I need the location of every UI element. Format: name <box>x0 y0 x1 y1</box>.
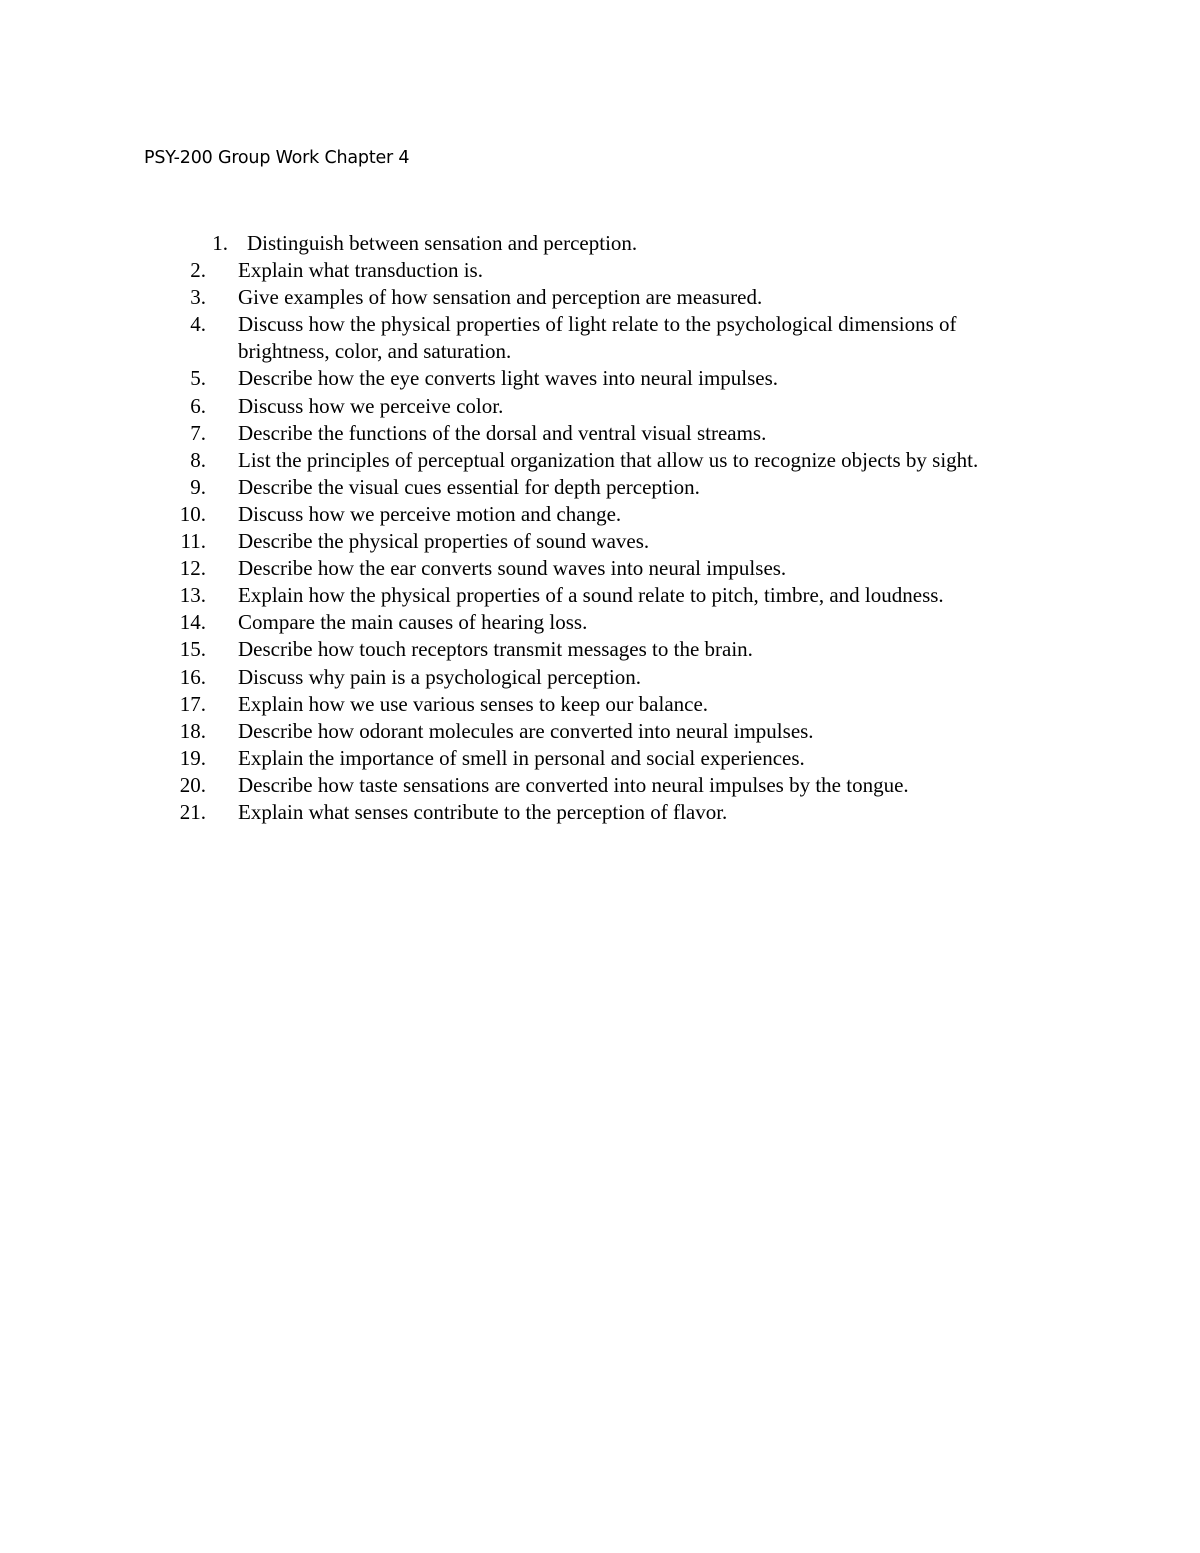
question-text: Explain what senses contribute to the perception of flavor. <box>238 799 728 824</box>
question-number: 19. <box>179 745 206 770</box>
question-text: Explain how the physical properties of a sound relate to pitch, timbre, and loudness. <box>238 583 944 608</box>
list-item <box>0 664 1200 691</box>
list-item <box>0 691 1200 718</box>
question-number: 16. <box>179 664 206 689</box>
list-item <box>0 311 1200 365</box>
question-number: 12. <box>179 556 206 581</box>
question-number: 14. <box>179 610 206 635</box>
list-item <box>0 799 1200 826</box>
list-item <box>0 718 1200 745</box>
question-number: 8. <box>190 447 206 472</box>
question-text: Describe the visual cues essential for depth perception. <box>238 474 700 499</box>
question-text: Discuss why pain is a psychological perception. <box>238 664 641 689</box>
list-item <box>0 772 1200 799</box>
list-item <box>0 582 1200 609</box>
question-text: Explain how we use various senses to keep our balance. <box>238 691 709 716</box>
list-item <box>0 501 1200 528</box>
question-number: 3. <box>190 285 206 310</box>
list-item <box>0 365 1200 392</box>
document-title: PSY-200 Group Work Chapter 4 <box>144 148 410 168</box>
question-text: List the principles of perceptual organization that allow us to recognize objects by sight. <box>238 447 979 472</box>
question-number: 21. <box>179 799 206 824</box>
question-number: 15. <box>179 637 206 662</box>
question-text: Describe the functions of the dorsal and ventral visual streams. <box>238 420 767 445</box>
question-number: 5. <box>190 366 206 391</box>
question-text: Describe how the eye converts light waves into neural impulses. <box>238 366 779 391</box>
list-item <box>0 257 1200 284</box>
question-text: Give examples of how sensation and perception are measured. <box>238 285 763 310</box>
list-item <box>0 447 1200 474</box>
question-text: Describe how odorant molecules are converted into neural impulses. <box>238 718 814 743</box>
list-item <box>0 636 1200 663</box>
question-number: 13. <box>179 583 206 608</box>
list-item <box>0 555 1200 582</box>
question-number: 17. <box>179 691 206 716</box>
question-text: Explain what transduction is. <box>238 258 483 283</box>
question-number: 20. <box>179 772 206 797</box>
question-text: Describe how touch receptors transmit messages to the brain. <box>238 637 753 662</box>
question-number: 7. <box>190 420 206 445</box>
question-number: 2. <box>190 258 206 283</box>
question-text: Discuss how the physical properties of light relate to the psychological dimensions of brightness, color, and saturation. <box>238 312 957 364</box>
list-item <box>0 230 1200 257</box>
question-text: Discuss how we perceive color. <box>238 393 504 418</box>
question-text: Distinguish between sensation and perception. <box>247 231 638 255</box>
list-item <box>0 528 1200 555</box>
question-number: 10. <box>179 501 206 526</box>
question-list <box>0 230 1200 826</box>
question-number: 18. <box>179 718 206 743</box>
question-text: Describe the physical properties of sound waves. <box>238 529 650 554</box>
question-text: Describe how the ear converts sound waves into neural impulses. <box>238 556 787 581</box>
question-number: 9. <box>190 474 206 499</box>
list-item <box>0 284 1200 311</box>
question-number: 11. <box>180 529 206 554</box>
question-text: Describe how taste sensations are converted into neural impulses by the tongue. <box>238 772 909 797</box>
question-number: 1. <box>212 231 228 255</box>
question-text: Discuss how we perceive motion and change. <box>238 501 622 526</box>
question-number: 4. <box>190 312 206 337</box>
list-item <box>0 420 1200 447</box>
list-item <box>0 745 1200 772</box>
list-item <box>0 609 1200 636</box>
list-item <box>0 474 1200 501</box>
list-item <box>0 393 1200 420</box>
question-number: 6. <box>190 393 206 418</box>
question-text: Explain the importance of smell in personal and social experiences. <box>238 745 805 770</box>
question-text: Compare the main causes of hearing loss. <box>238 610 588 635</box>
